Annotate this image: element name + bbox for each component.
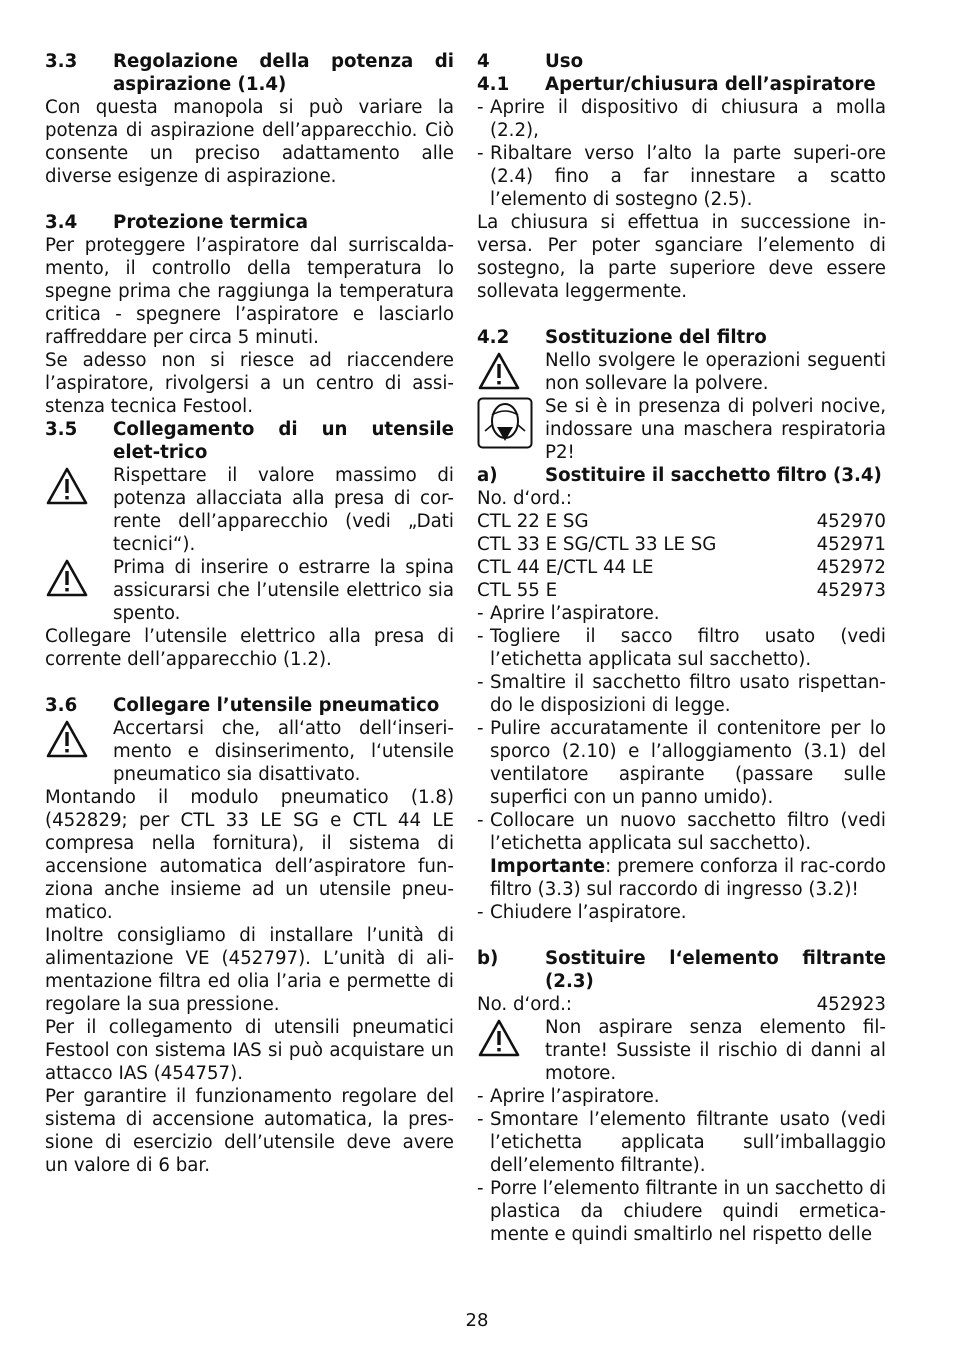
list-item: - Ribaltare verso l’alto la parte superi-ore (2.4) fino a far innestare a scatto l’elemento di sostegno (2.5).	[477, 143, 886, 210]
list-item: - Porre l’elemento filtrante in un sacchetto di plastica da chiudere quindi ermetica-mente e quindi smaltirlo nel rispetto delle	[477, 1178, 886, 1245]
heading-a: a) Sostituire il sacchetto filtro (3.4)	[477, 465, 882, 486]
paragraph: Se adesso non si riesce ad riaccendere l’aspiratore, rivolgersi a un centro di assi-stenza tecnica Festool.	[45, 350, 454, 417]
paragraph: Con questa manopola si può variare la potenza di aspirazione dell’apparecchio. Ciò consente un preciso adattamento alle diverse esigenze di aspirazione.	[45, 97, 454, 187]
warning-icon	[45, 717, 113, 786]
warning-block: Rispettare il valore massimo di potenza allacciata alla presa di cor-rente dell’apparecchio (vedi „Dati tecnici“).	[45, 464, 454, 556]
paragraph: Per proteggere l’aspiratore dal surriscalda-mento, il controllo della temperatura lo spegne prima che raggiunga la temperatura critica - spegnere l’aspiratore e lasciarlo raffreddare per circa 5 minuti.	[45, 235, 454, 348]
list-item: - Collocare un nuovo sacchetto filtro (vedi l’etichetta applicata sul sacchetto).	[477, 810, 886, 854]
warning-block: Accertarsi che, all‘atto dell‘inseri-mento e disinserimento, l‘utensile pneumatico sia disattivato.	[45, 717, 454, 786]
list-item: - Aprire l’aspiratore.	[477, 1086, 660, 1107]
page-number: 28	[465, 1310, 489, 1331]
list-item: - Pulire accuratamente il contenitore per lo sporco (2.10) e l’alloggiamento (3.1) del ventilatore aspirante (passare sulle superfici con un panno umido).	[477, 718, 886, 808]
heading-4-1: 4.1 Apertur/chiusura dell’aspiratore	[477, 74, 876, 95]
warning-icon	[477, 1016, 545, 1085]
paragraph: Per garantire il funzionamento regolare del sistema di accensione automatica, la pres-sione di esercizio dell’utensile deve avere un valore di 6 bar.	[45, 1086, 454, 1176]
list-item: - Aprire il dispositivo di chiusura a molla (2.2),	[477, 97, 886, 141]
heading-4-2: 4.2 Sostituzione del filtro	[477, 327, 767, 348]
warning-block: Non aspirare senza elemento fil-trante! Sussiste il rischio di danni al motore.	[477, 1016, 886, 1085]
order-row: CTL 55 E 452973	[477, 580, 886, 601]
paragraph: La chiusura si effettua in successione in-versa. Per poter sganciare l’elemento di sostegno, la parte superiore deve essere sollevata leggermente.	[477, 212, 886, 302]
list-item: - Smaltire il sacchetto filtro usato rispettan-do le disposizioni di legge.	[477, 672, 886, 716]
order-row: CTL 33 E SG/CTL 33 LE SG 452971	[477, 534, 886, 555]
list-item: - Smontare l’elemento filtrante usato (vedi l’etichetta applicata sull’imballaggio dell’elemento filtrante).	[477, 1109, 886, 1176]
right-column	[477, 50, 886, 1246]
order-row: CTL 22 E SG 452970	[477, 511, 886, 532]
important-note: Importante: premere conforza il rac-cordo filtro (3.3) sul raccordo di ingresso (3.2)!	[490, 856, 886, 900]
heading-3-6: 3.6 Collegare l’utensile pneumatico	[45, 695, 440, 716]
paragraph: Inoltre consigliamo di installare l’unità di alimentazione VE (452797). L’unità di ali-mentazione filtra ed olia l’aria e permette di regolare la sua pressione.	[45, 925, 454, 1015]
heading-3-4: 3.4 Protezione termica	[45, 212, 308, 233]
warning-block: Prima di inserire o estrarre la spina assicurarsi che l’utensile elettrico sia spento.	[45, 556, 454, 625]
paragraph: Montando il modulo pneumatico (1.8) (452829; per CTL 33 LE SG e CTL 44 LE compresa nella fornitura), il sistema di accensione automatica dell’aspiratore fun-ziona anche insieme ad un utensile pneu-matico.	[45, 787, 454, 923]
warning-icon	[45, 464, 113, 556]
order-label: No. d‘ord.:	[477, 488, 573, 509]
warning-icon	[45, 556, 113, 625]
list-item: - Aprire l’aspiratore.	[477, 603, 660, 624]
warning-icon	[477, 349, 545, 395]
order-row: CTL 44 E/CTL 44 LE 452972	[477, 557, 886, 578]
list-item: - Chiudere l’aspiratore.	[477, 902, 687, 923]
heading-4: 4 Uso	[477, 51, 584, 72]
heading-3-3: 3.3 Regolazione della potenza di aspirazione (1.4)	[45, 51, 454, 95]
left-column	[45, 50, 454, 1177]
list-item: - Togliere il sacco filtro usato (vedi l’etichetta applicata sul sacchetto).	[477, 626, 886, 670]
warning-block: Nello svolgere le operazioni seguenti non sollevare la polvere.	[477, 349, 886, 395]
respirator-mask-icon	[477, 395, 545, 464]
paragraph: Collegare l’utensile elettrico alla presa di corrente dell’apparecchio (1.2).	[45, 626, 454, 670]
mask-block: Se si è in presenza di polveri nocive, indossare una maschera respiratoria P2!	[477, 395, 886, 464]
heading-3-5: 3.5 Collegamento di un utensile elet-trico	[45, 419, 454, 463]
order-row: No. d‘ord.: 452923	[477, 994, 886, 1015]
heading-b: b) Sostituire l‘elemento filtrante (2.3)	[477, 948, 886, 992]
paragraph: Per il collegamento di utensili pneumatici Festool con sistema IAS si può acquistare un attacco IAS (454757).	[45, 1017, 454, 1084]
